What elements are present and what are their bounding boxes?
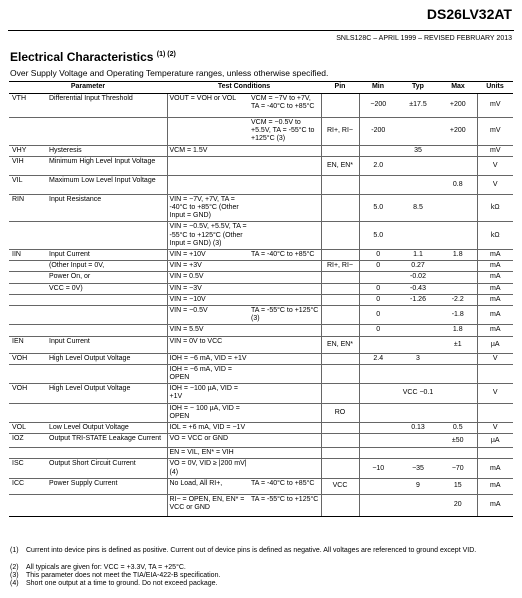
cell-pin: RO	[321, 403, 359, 422]
table-row	[9, 94, 513, 118]
electrical-characteristics-table	[9, 81, 513, 517]
footnote-text: This parameter does not meet the TIA/EIA-422-B specification.	[26, 572, 221, 579]
footnote	[10, 564, 510, 572]
cell-pin	[321, 325, 359, 336]
cell-min	[359, 448, 397, 459]
cell-unit: V	[477, 175, 513, 194]
cell-condition: IOH = − 100 µA, VID = OPEN	[167, 403, 249, 422]
cell-max: 0.8	[439, 175, 477, 194]
cell-condition-detail: TA = -40°C to +85°C	[249, 478, 321, 494]
cell-parameter: Minimum High Level Input Voltage	[47, 156, 167, 175]
cell-max: ±50	[439, 434, 477, 448]
cell-unit: mA	[477, 250, 513, 261]
footnote	[10, 580, 510, 588]
cell-typ: 35	[397, 145, 439, 156]
section-subtitle: Over Supply Voltage and Operating Temperature ranges, unless otherwise specified.	[10, 68, 329, 78]
header-test-conditions: Test Conditions	[167, 82, 321, 94]
cell-parameter	[47, 325, 167, 336]
cell-condition: No Load, All RI+,	[167, 478, 249, 494]
cell-parameter	[47, 403, 167, 422]
table-row	[9, 448, 513, 459]
cell-typ: ±17.5	[397, 94, 439, 118]
cell-condition: IOL = +6 mA, VID = −1V	[167, 423, 249, 434]
cell-condition-detail: TA = -40°C to +85°C	[249, 250, 321, 261]
cell-condition-detail	[249, 384, 321, 403]
cell-max	[439, 222, 477, 250]
cell-parameter	[47, 222, 167, 250]
cell-parameter	[47, 306, 167, 325]
document-reference: SNLS128C – APRIL 1999 – REVISED FEBRUARY 2013	[336, 35, 512, 42]
cell-typ	[397, 448, 439, 459]
cell-max	[439, 403, 477, 422]
cell-condition-detail	[249, 364, 321, 383]
cell-min: −200	[359, 94, 397, 118]
header-pin: Pin	[321, 82, 359, 94]
footnote	[10, 547, 510, 555]
cell-condition-detail: VCM = −0.5V to +5.5V, TA = -55°C to +125°C (3)	[249, 118, 321, 146]
cell-typ: -0.43	[397, 283, 439, 294]
cell-condition	[167, 118, 249, 146]
cell-typ	[397, 118, 439, 146]
table-row	[9, 384, 513, 403]
cell-unit: V	[477, 353, 513, 364]
cell-unit: mA	[477, 261, 513, 272]
cell-unit: µA	[477, 336, 513, 353]
cell-pin: VCC	[321, 478, 359, 494]
cell-min	[359, 434, 397, 448]
cell-pin	[321, 94, 359, 118]
cell-parameter: Input Resistance	[47, 194, 167, 222]
cell-pin	[321, 459, 359, 478]
cell-symbol	[9, 448, 47, 459]
cell-min	[359, 478, 397, 494]
cell-min	[359, 364, 397, 383]
cell-condition: IOH = −100 µA, VID = +1V	[167, 384, 249, 403]
cell-condition-detail	[249, 294, 321, 305]
footnote-number: (4)	[10, 580, 19, 587]
table-row	[9, 494, 513, 516]
cell-unit: mA	[477, 283, 513, 294]
cell-unit: mA	[477, 494, 513, 516]
cell-condition: IOH = −6 mA, VID = OPEN	[167, 364, 249, 383]
cell-symbol	[9, 364, 47, 383]
cell-condition-detail	[249, 336, 321, 353]
cell-symbol	[9, 294, 47, 305]
cell-symbol	[9, 222, 47, 250]
cell-min: -200	[359, 118, 397, 146]
table-row	[9, 434, 513, 448]
cell-symbol	[9, 272, 47, 283]
section-title-notes: (1) (2)	[156, 51, 176, 58]
cell-max: −70	[439, 459, 477, 478]
table-header-row	[9, 82, 513, 94]
cell-pin	[321, 283, 359, 294]
cell-typ: -1.26	[397, 294, 439, 305]
cell-typ: −35	[397, 459, 439, 478]
cell-unit: kΩ	[477, 222, 513, 250]
cell-max	[439, 194, 477, 222]
cell-parameter: Input Current	[47, 336, 167, 353]
cell-min	[359, 403, 397, 422]
cell-symbol: VOL	[9, 423, 47, 434]
cell-max	[439, 384, 477, 403]
cell-symbol	[9, 494, 47, 516]
cell-typ: -0.02	[397, 272, 439, 283]
cell-unit: µA	[477, 434, 513, 448]
cell-condition: VCM = 1.5V	[167, 145, 249, 156]
cell-condition: IOH = −6 mA, VID = +1V	[167, 353, 249, 364]
cell-symbol: VTH	[9, 94, 47, 118]
header-typ: Typ	[397, 82, 439, 94]
cell-parameter: High Level Output Voltage	[47, 353, 167, 364]
footnote-number: (2)	[10, 564, 19, 571]
table-row	[9, 364, 513, 383]
cell-condition: VO = 0V, VID ≥ |200 mV| (4)	[167, 459, 249, 478]
section-title	[10, 50, 176, 64]
cell-condition-detail	[249, 434, 321, 448]
cell-condition-detail	[249, 222, 321, 250]
cell-unit: mV	[477, 94, 513, 118]
cell-condition-detail: TA = -55°C to +125°C (3)	[249, 306, 321, 325]
cell-unit: mA	[477, 294, 513, 305]
cell-pin: EN, EN*	[321, 156, 359, 175]
cell-typ: 0.27	[397, 261, 439, 272]
cell-pin: EN, EN*	[321, 336, 359, 353]
cell-condition-detail	[249, 353, 321, 364]
cell-unit: mA	[477, 459, 513, 478]
cell-max	[439, 145, 477, 156]
cell-typ	[397, 175, 439, 194]
cell-typ: 8.5	[397, 194, 439, 222]
cell-condition: VIN = −3V	[167, 283, 249, 294]
header-units: Units	[477, 82, 513, 94]
table-row	[9, 222, 513, 250]
cell-min: 5.0	[359, 222, 397, 250]
table-row	[9, 459, 513, 478]
cell-condition-detail	[249, 261, 321, 272]
cell-max	[439, 448, 477, 459]
cell-condition-detail	[249, 459, 321, 478]
cell-max: -2.2	[439, 294, 477, 305]
table-row	[9, 194, 513, 222]
header-min: Min	[359, 82, 397, 94]
cell-pin	[321, 364, 359, 383]
cell-min	[359, 145, 397, 156]
cell-max: 1.8	[439, 325, 477, 336]
section-title-text: Electrical Characteristics	[10, 50, 154, 64]
cell-symbol: VHY	[9, 145, 47, 156]
cell-condition: VIN = −0.5V, +5.5V, TA = -55°C to +125°C (Other Input = GND) (3)	[167, 222, 249, 250]
cell-condition-detail	[249, 156, 321, 175]
cell-max: +200	[439, 94, 477, 118]
table-row	[9, 272, 513, 283]
cell-condition-detail: TA = -55°C to +125°C	[249, 494, 321, 516]
cell-pin: RI+, RI−	[321, 261, 359, 272]
cell-unit: mV	[477, 145, 513, 156]
cell-unit: mV	[477, 118, 513, 146]
cell-parameter	[47, 364, 167, 383]
table-row	[9, 478, 513, 494]
cell-symbol: ICC	[9, 478, 47, 494]
cell-max: 20	[439, 494, 477, 516]
cell-symbol: VIH	[9, 156, 47, 175]
cell-min: 0	[359, 250, 397, 261]
table-row	[9, 306, 513, 325]
cell-min: −10	[359, 459, 397, 478]
table-row	[9, 118, 513, 146]
cell-max	[439, 353, 477, 364]
cell-parameter	[47, 448, 167, 459]
cell-pin	[321, 384, 359, 403]
table-body	[9, 94, 513, 517]
cell-min	[359, 423, 397, 434]
cell-max	[439, 283, 477, 294]
cell-min: 0	[359, 283, 397, 294]
cell-typ	[397, 156, 439, 175]
cell-symbol	[9, 306, 47, 325]
cell-condition-detail	[249, 272, 321, 283]
cell-max	[439, 156, 477, 175]
table-row	[9, 423, 513, 434]
cell-parameter: Input Current	[47, 250, 167, 261]
cell-unit: mA	[477, 306, 513, 325]
cell-max: 1.8	[439, 250, 477, 261]
cell-condition: VIN = −7V, +7V, TA = -40°C to +85°C (Other Input = GND)	[167, 194, 249, 222]
cell-pin	[321, 175, 359, 194]
cell-pin: RI+, RI−	[321, 118, 359, 146]
cell-pin	[321, 294, 359, 305]
cell-pin	[321, 494, 359, 516]
cell-condition-detail: VCM = −7V to +7V, TA = -40°C to +85°C	[249, 94, 321, 118]
cell-symbol: VOH	[9, 353, 47, 364]
cell-max: +200	[439, 118, 477, 146]
footnote-number: (1)	[10, 547, 19, 554]
table-row	[9, 325, 513, 336]
cell-unit: mA	[477, 272, 513, 283]
cell-typ: VCC −0.1	[397, 384, 439, 403]
footnote-text: Short one output at a time to ground. Do not exceed package.	[26, 580, 218, 587]
cell-symbol: IEN	[9, 336, 47, 353]
cell-max: -1.8	[439, 306, 477, 325]
cell-typ: 9	[397, 478, 439, 494]
cell-parameter: VCC = 0V)	[47, 283, 167, 294]
cell-min: 2.4	[359, 353, 397, 364]
footnote-text: All typicals are given for: VCC = +3.3V, TA = +25°C.	[26, 564, 186, 571]
cell-min	[359, 336, 397, 353]
cell-pin	[321, 222, 359, 250]
cell-max	[439, 272, 477, 283]
cell-unit	[477, 403, 513, 422]
cell-symbol: IIN	[9, 250, 47, 261]
cell-min	[359, 175, 397, 194]
cell-condition: VIN = 5.5V	[167, 325, 249, 336]
cell-unit: mA	[477, 478, 513, 494]
cell-parameter: Power Supply Current	[47, 478, 167, 494]
header-max: Max	[439, 82, 477, 94]
cell-typ: 0.13	[397, 423, 439, 434]
cell-typ: 1.1	[397, 250, 439, 261]
cell-condition-detail	[249, 423, 321, 434]
cell-unit	[477, 448, 513, 459]
cell-unit: V	[477, 156, 513, 175]
cell-parameter: Maximum Low Level Input Voltage	[47, 175, 167, 194]
cell-min	[359, 272, 397, 283]
table-row	[9, 294, 513, 305]
table-row	[9, 145, 513, 156]
cell-min	[359, 384, 397, 403]
cell-parameter: (Other Input = 0V,	[47, 261, 167, 272]
cell-min: 0	[359, 325, 397, 336]
table-row	[9, 283, 513, 294]
cell-unit	[477, 364, 513, 383]
cell-parameter: High Level Output Voltage	[47, 384, 167, 403]
cell-condition-detail	[249, 325, 321, 336]
cell-typ	[397, 364, 439, 383]
cell-condition: VIN = −10V	[167, 294, 249, 305]
cell-parameter	[47, 118, 167, 146]
table-row	[9, 156, 513, 175]
cell-pin	[321, 423, 359, 434]
cell-condition: VIN = −0.5V	[167, 306, 249, 325]
table-row	[9, 261, 513, 272]
header-parameter: Parameter	[9, 82, 167, 94]
cell-condition: VIN = +10V	[167, 250, 249, 261]
cell-typ	[397, 336, 439, 353]
cell-condition-detail	[249, 403, 321, 422]
cell-pin	[321, 194, 359, 222]
cell-condition: VIN = 0.5V	[167, 272, 249, 283]
cell-symbol: VOH	[9, 384, 47, 403]
cell-condition: VO = VCC or GND	[167, 434, 249, 448]
cell-parameter: Output Short Circuit Current	[47, 459, 167, 478]
footnote-number: (3)	[10, 572, 19, 579]
table-row	[9, 175, 513, 194]
cell-min: 0	[359, 261, 397, 272]
cell-parameter: Low Level Output Voltage	[47, 423, 167, 434]
cell-pin	[321, 250, 359, 261]
cell-pin	[321, 145, 359, 156]
cell-symbol	[9, 403, 47, 422]
cell-max: ±1	[439, 336, 477, 353]
cell-symbol	[9, 325, 47, 336]
cell-max: 0.5	[439, 423, 477, 434]
cell-typ	[397, 306, 439, 325]
cell-max	[439, 261, 477, 272]
cell-max	[439, 364, 477, 383]
cell-max: 15	[439, 478, 477, 494]
document-id: DS26LV32AT	[426, 6, 512, 22]
cell-symbol: IOZ	[9, 434, 47, 448]
cell-unit: mA	[477, 325, 513, 336]
cell-typ	[397, 222, 439, 250]
cell-parameter: Power On, or	[47, 272, 167, 283]
cell-condition-detail	[249, 448, 321, 459]
cell-min: 2.0	[359, 156, 397, 175]
cell-condition-detail	[249, 283, 321, 294]
cell-condition-detail	[249, 145, 321, 156]
cell-parameter: Differential Input Threshold	[47, 94, 167, 118]
cell-unit: V	[477, 384, 513, 403]
cell-min: 5.0	[359, 194, 397, 222]
cell-unit: V	[477, 423, 513, 434]
cell-condition: VOUT = VOH or VOL	[167, 94, 249, 118]
cell-symbol: RIN	[9, 194, 47, 222]
cell-pin	[321, 448, 359, 459]
cell-min: 0	[359, 306, 397, 325]
table-row	[9, 403, 513, 422]
cell-symbol	[9, 118, 47, 146]
cell-parameter: Output TRI-STATE Leakage Current	[47, 434, 167, 448]
cell-symbol: ISC	[9, 459, 47, 478]
cell-min: 0	[359, 294, 397, 305]
cell-typ	[397, 403, 439, 422]
table-row	[9, 353, 513, 364]
cell-condition: RI− = OPEN, EN, EN* = VCC or GND	[167, 494, 249, 516]
footnote-text: Current into device pins is defined as positive. Current out of device pins is defined as negative. All voltages are referenced to ground except VID.	[26, 547, 477, 554]
cell-typ: 3	[397, 353, 439, 364]
cell-symbol	[9, 283, 47, 294]
cell-condition: VIN = 0V to VCC	[167, 336, 249, 353]
cell-pin	[321, 434, 359, 448]
cell-pin	[321, 272, 359, 283]
table-row	[9, 336, 513, 353]
cell-condition-detail	[249, 175, 321, 194]
cell-condition	[167, 156, 249, 175]
cell-pin	[321, 353, 359, 364]
cell-pin	[321, 306, 359, 325]
cell-parameter: Hysteresis	[47, 145, 167, 156]
header-rule	[8, 30, 514, 31]
cell-condition	[167, 175, 249, 194]
cell-unit: kΩ	[477, 194, 513, 222]
cell-typ	[397, 494, 439, 516]
table-row	[9, 250, 513, 261]
cell-min	[359, 494, 397, 516]
cell-condition: VIN = +3V	[167, 261, 249, 272]
cell-symbol: VIL	[9, 175, 47, 194]
cell-condition-detail	[249, 194, 321, 222]
cell-typ	[397, 325, 439, 336]
cell-symbol	[9, 261, 47, 272]
footnote	[10, 572, 510, 580]
cell-typ	[397, 434, 439, 448]
cell-condition: EN = VIL, EN* = VIH	[167, 448, 249, 459]
cell-parameter	[47, 494, 167, 516]
cell-parameter	[47, 294, 167, 305]
